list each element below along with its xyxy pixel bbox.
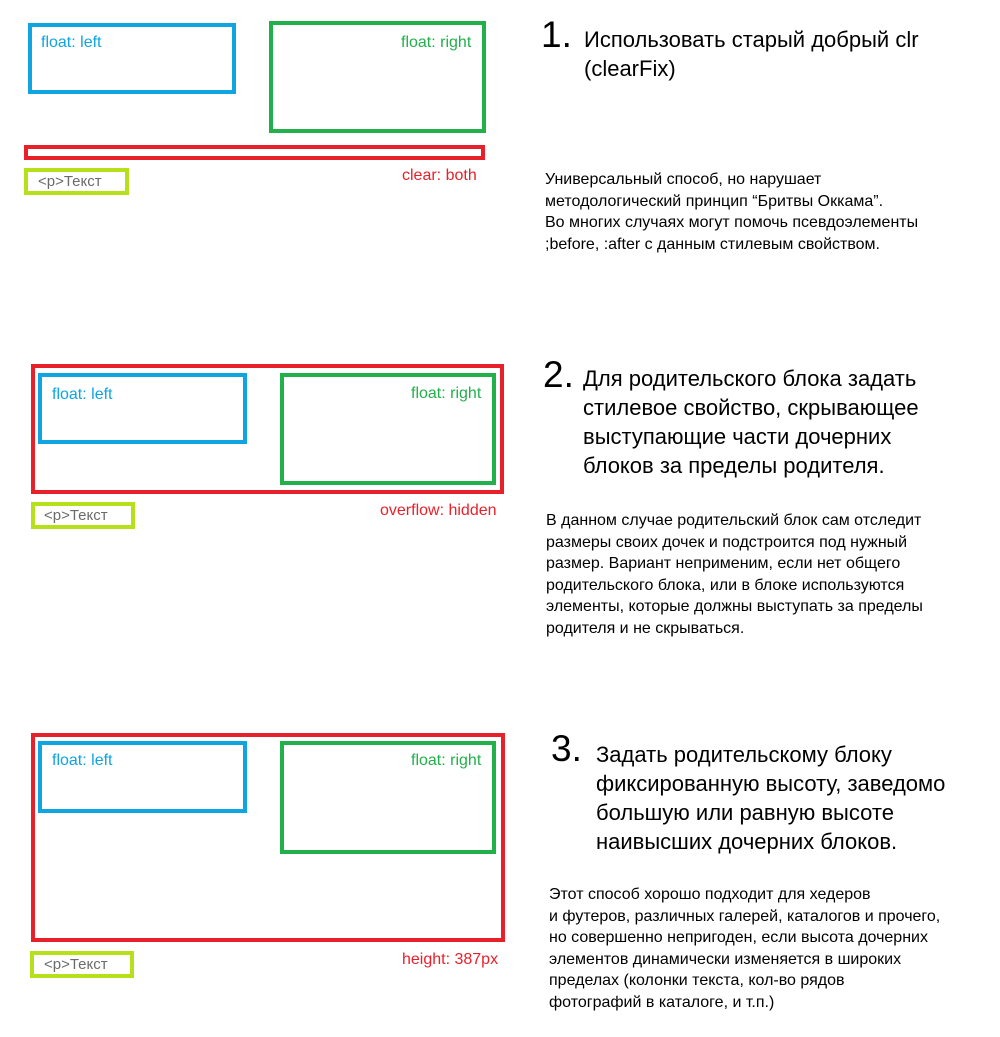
description-line: методологический принцип “Бритвы Оккама”. xyxy=(545,192,884,210)
description-line: размер. Вариант неприменим, если нет общего xyxy=(546,555,901,572)
description-line: фотографий в каталоге, и т.п.) xyxy=(549,993,775,1011)
section-1-heading xyxy=(584,25,919,83)
description-line: пределах (колонки текста, кол-во рядов xyxy=(549,972,845,989)
heading-line: стилевое свойство, скрывающее xyxy=(583,395,919,420)
float-left-label: float: left xyxy=(52,752,113,769)
heading-line: наивысших дочерних блоков. xyxy=(596,829,898,854)
height-label: height: 387px xyxy=(402,951,499,968)
paragraph-label: <p>Текст xyxy=(44,507,108,524)
clear-both-box xyxy=(24,145,485,160)
heading-line: Использовать старый добрый clr xyxy=(584,27,919,52)
description-line: В данном случае родительский блок сам отследит xyxy=(546,512,922,529)
heading-line: большую или равную высоте xyxy=(596,800,894,825)
float-left-label: float: left xyxy=(52,386,113,403)
float-left-label: float: left xyxy=(41,34,102,51)
heading-line: Задать родительскому блоку xyxy=(596,742,892,767)
float-right-label: float: right xyxy=(411,385,482,402)
section-1-number: 1. xyxy=(541,14,572,55)
section-3-heading xyxy=(596,740,945,856)
description-line: но совершенно непригоден, если высота дочерних xyxy=(549,929,928,946)
section-2-number: 2. xyxy=(543,354,574,395)
heading-line: Для родительского блока задать xyxy=(583,366,917,391)
heading-line: фиксированную высоту, заведомо xyxy=(596,771,946,796)
section-2-description xyxy=(546,510,923,639)
section-1-description xyxy=(545,169,918,255)
float-left-box xyxy=(38,373,247,444)
description-line: родительского блока, или в блоке используются xyxy=(546,576,905,594)
overflow-hidden-label: overflow: hidden xyxy=(380,502,497,519)
description-line: элементов динамически изменяется в широких xyxy=(549,950,902,968)
clear-both-label: clear: both xyxy=(402,167,477,184)
paragraph-label: <p>Текст xyxy=(44,956,108,973)
description-line: размеры своих дочек и подстроится под нужный xyxy=(546,533,908,551)
section-3-description xyxy=(549,884,940,1013)
description-line: родителя и не скрываться. xyxy=(546,619,745,637)
heading-line: блоков за пределы родителя. xyxy=(583,453,885,478)
description-line: элементы, которые должны выступать за пределы xyxy=(546,598,923,615)
float-right-label: float: right xyxy=(411,752,482,769)
heading-line: выступающие части дочерних xyxy=(583,424,892,449)
description-line: и футеров, различных галерей, каталогов и прочего, xyxy=(549,907,941,925)
description-line: Этот способ хорошо подходит для хедеров xyxy=(549,886,871,903)
paragraph-label: <p>Текст xyxy=(38,173,102,190)
description-line: Во многих случаях могут помочь псевдоэлементы xyxy=(545,214,919,231)
description-line: Универсальный способ, но нарушает xyxy=(545,171,822,188)
description-line: ;before, :after с данным стилевым свойством. xyxy=(545,235,880,253)
section-3-number: 3. xyxy=(551,728,582,769)
float-right-label: float: right xyxy=(401,34,472,51)
heading-line: (clearFix) xyxy=(584,56,676,81)
section-2-heading xyxy=(583,364,919,480)
